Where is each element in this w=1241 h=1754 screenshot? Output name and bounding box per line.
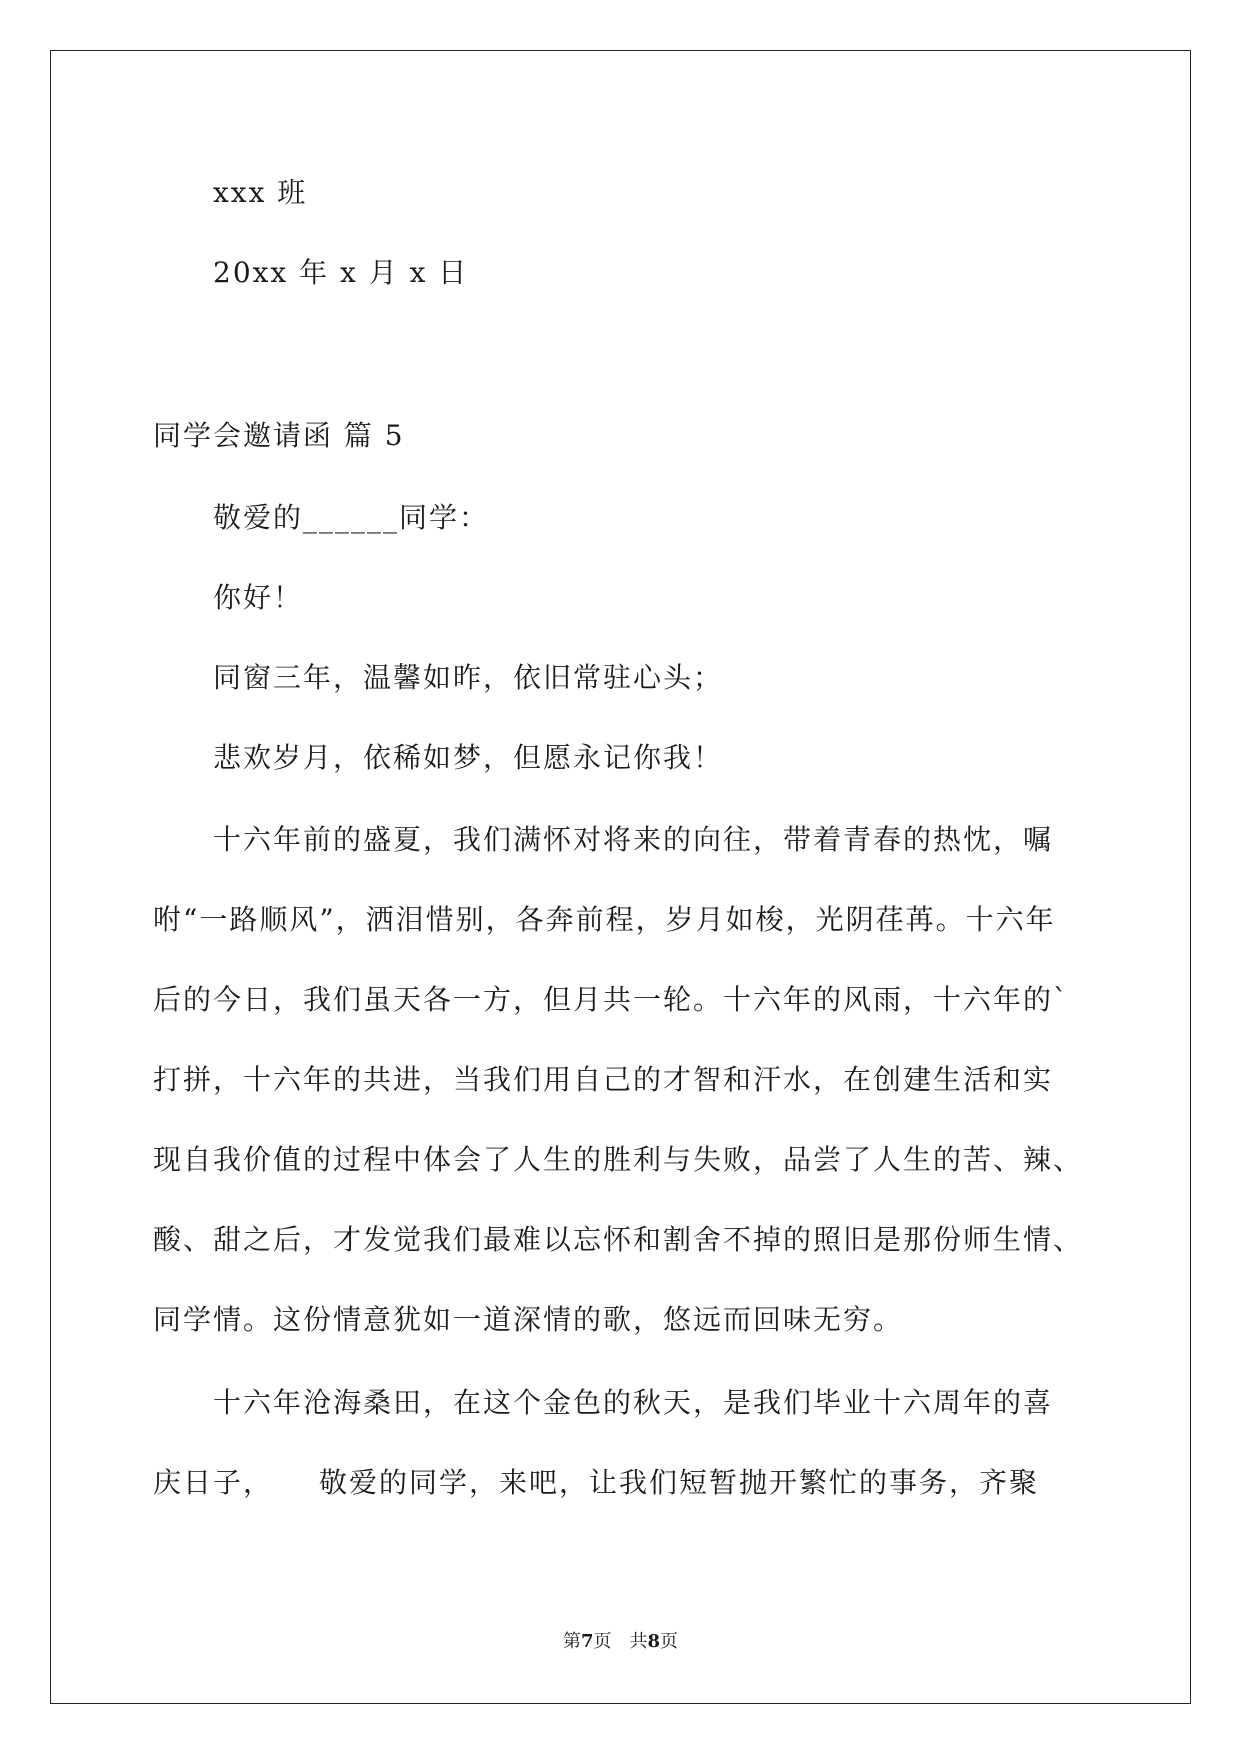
greeting: 你好！: [213, 581, 304, 614]
total-unit: 页: [660, 1631, 679, 1652]
paragraph-2-line: 十六年沧海桑田，在这个金色的秋天，是我们毕业十六周年的喜: [213, 1386, 1054, 1419]
paragraph-2-line: 庆日子， 敬爱的同学，来吧，让我们短暂抛开繁忙的事务，齐聚: [153, 1466, 1040, 1499]
paragraph-1-line: 打拼，十六年的共进，当我们用自己的才智和汗水，在创建生活和实: [153, 1063, 1054, 1096]
signature-class: xxx 班: [213, 176, 308, 209]
verse-line-2: 悲欢岁月，依稀如梦，但愿永记你我！: [213, 741, 724, 774]
paragraph-1-line: 酸、甜之后，才发觉我们最难以忘怀和割舍不掉的照旧是那份师生情、: [153, 1223, 1084, 1256]
page-current: 7: [580, 1631, 594, 1652]
page-prefix: 第: [562, 1631, 581, 1652]
page-total: 8: [647, 1631, 661, 1652]
paragraph-1-line: 后的今日，我们虽天各一方，但月共一轮。十六年的风雨，十六年的`: [153, 983, 1070, 1016]
verse-line-1: 同窗三年，温馨如昨，依旧常驻心头；: [213, 661, 724, 694]
page-border: [50, 50, 1191, 1704]
page-footer: [0, 1630, 1241, 1654]
paragraph-1-line: 现自我价值的过程中体会了人生的胜利与失败，品尝了人生的苦、辣、: [153, 1143, 1084, 1176]
total-prefix: 共: [629, 1631, 648, 1652]
page-unit: 页: [593, 1631, 612, 1652]
paragraph-1-line: 咐“一路顺风”，洒泪惜别，各奔前程，岁月如梭，光阴荏苒。十六年: [153, 903, 1056, 936]
salutation: 敬爱的______同学：: [213, 501, 490, 534]
section-title: 同学会邀请函 篇 5: [153, 419, 405, 452]
signature-date: 20xx 年 x 月 x 日: [213, 256, 469, 289]
paragraph-1-line: 十六年前的盛夏，我们满怀对将来的向往，带着青春的热忱，嘱: [213, 823, 1054, 856]
paragraph-1-line: 同学情。这份情意犹如一道深情的歌，悠远而回味无穷。: [153, 1303, 904, 1336]
